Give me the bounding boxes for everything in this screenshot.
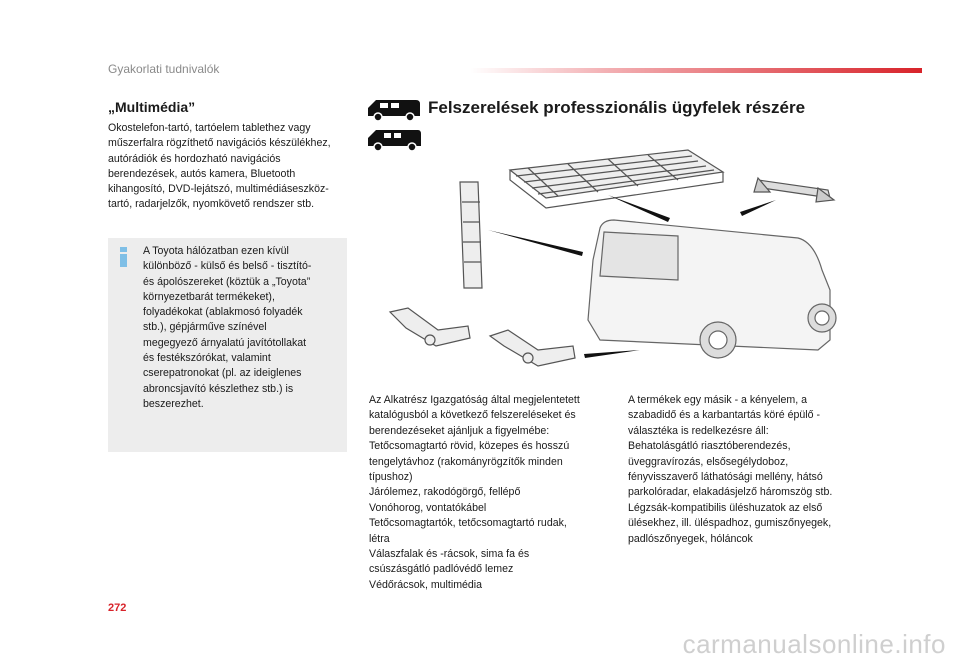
section-title: Gyakorlati tudnivalók [108, 62, 220, 76]
text-line: választéka is redelkezésre áll: [628, 424, 769, 437]
text-line: ülésekhez, ill. üléspadhoz, gumiszőnyegek, [628, 517, 832, 530]
roof-bars-image [754, 178, 834, 202]
text-line: csúszásgátló padlóvédő lemez [369, 563, 514, 576]
info-box-text [143, 244, 339, 412]
text-line: környezetbarát termékeket), [143, 290, 275, 303]
text-line: Tetőcsomagtartó rövid, közepes és hosszú [369, 440, 570, 453]
text-line: berendezések, autós kamera, Bluetooth [108, 167, 296, 180]
text-line: beszerezhet. [143, 397, 204, 410]
text-line: Az Alkatrész Igazgatóság által megjelentetett [369, 394, 580, 406]
info-icon [117, 246, 131, 268]
text-line: A termékek egy másik - a kényelem, a [628, 394, 807, 406]
catalogue-column [369, 393, 609, 593]
text-line: tartó, radarjelzők, nyomkövető rendszer stb. [108, 198, 315, 211]
text-line: Légzsák-kompatibilis üléshuzatok az első [628, 501, 823, 514]
accessories-illustration [378, 140, 848, 380]
text-line: folyadékokat (ablakmosó folyadék [143, 306, 303, 319]
van-image [588, 220, 836, 358]
multimedia-heading: „Multimédia” [108, 99, 196, 115]
text-line: tengelytávhoz (rakományrögzítők minden [369, 455, 563, 468]
multimedia-text [108, 121, 353, 213]
text-line: Okostelefon-tartó, tartóelem tablethez vagy [108, 122, 311, 134]
text-line: és ápolószereket (köztük a „Toyota” [143, 275, 311, 288]
text-line: padlószőnyegek, hóláncok [628, 532, 753, 545]
text-line: típushoz) [369, 471, 413, 484]
text-line: A Toyota hálózatban ezen kívül [143, 245, 289, 257]
text-line: különböző - külső és belső - tisztító- [143, 260, 312, 273]
comfort-column [628, 393, 873, 547]
tow-bar-image [390, 308, 575, 366]
text-line: kihangosító, DVD-lejátszó, multimédiáseszköz- [108, 183, 329, 196]
page-number: 272 [108, 602, 127, 614]
text-line: Védőrácsok, multimédia [369, 578, 483, 591]
watermark: carmanualsonline.info [682, 629, 946, 659]
text-line: berendezéseket ajánljuk a figyelmébe: [369, 424, 550, 437]
text-line: üveggravírozás, elsősegélydoboz, [628, 455, 789, 468]
text-line: Válaszfalak és -rácsok, sima fa és [369, 548, 530, 561]
text-line: Vonóhorog, vontatókábel [369, 501, 487, 514]
text-line: cserepatronokat (pl. az ideiglenes [143, 367, 302, 380]
ladder-image [460, 182, 482, 288]
text-line: katalógusból a következő felszereléseket és [369, 409, 576, 422]
text-line: stb.), gépjárműve színével [143, 321, 267, 334]
text-line: létra [369, 532, 390, 545]
text-line: szabadidő és a karbantartás köré épülő - [628, 409, 820, 422]
text-line: Járólemez, rakodógörgő, fellépő [369, 486, 521, 499]
header-accent-bar [470, 68, 922, 73]
text-line: parkolóradar, elakadásjelző háromszög stb. [628, 486, 833, 499]
text-line: műszerfalra rögzíthető navigációs készülékhez, [108, 137, 331, 150]
text-line: Tetőcsomagtartók, tetőcsomagtartó rudak, [369, 517, 567, 530]
text-line: megegyező árnyalatú javítótollakat [143, 336, 307, 349]
text-line: fényvisszaverő láthatósági mellény, hátsó [628, 471, 823, 484]
text-line: abroncsjavító készlethez stb.) is [143, 382, 294, 395]
professional-heading: Felszerelések professzionális ügyfelek részére [428, 98, 806, 117]
text-line: Behatolásgátló riasztóberendezés, [628, 440, 791, 453]
text-line: autórádiók és hordozható navigációs [108, 152, 281, 165]
roof-rack-image [510, 150, 723, 208]
text-line: és festékszórókat, valamint [143, 352, 271, 365]
van-icon [366, 96, 422, 122]
